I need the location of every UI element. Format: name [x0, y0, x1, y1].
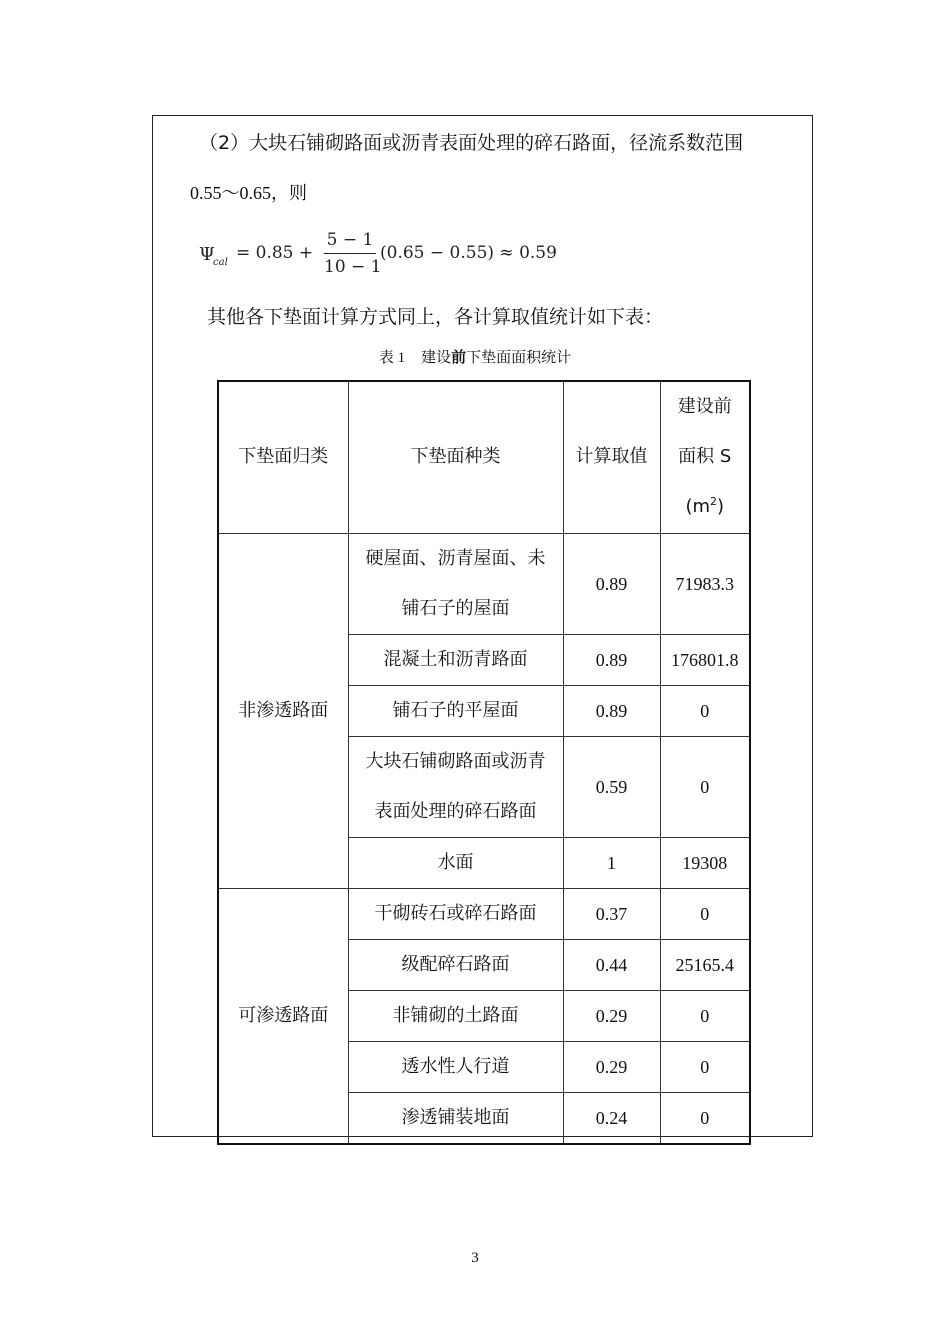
category-cell: 可渗透路面: [218, 888, 348, 1144]
caption-text-before: 建设: [421, 348, 452, 366]
area-cell: 19308: [660, 837, 750, 888]
paragraph-1: （2）大块石铺砌路面或沥青表面处理的碎石路面，径流系数范围: [199, 132, 744, 154]
area-cell: 0: [660, 888, 750, 939]
type-line: 表面处理的碎石路面: [374, 800, 537, 822]
type-cell: 非铺砌的土路面: [348, 990, 563, 1041]
table-row: [218, 533, 750, 634]
type-cell: [348, 533, 563, 634]
type-cell: [348, 736, 563, 837]
caption-text-bold: 前: [451, 348, 467, 366]
formula-numerator: 5 − 1: [326, 230, 374, 250]
caption-text-after: 下垫面面积统计: [466, 348, 572, 366]
header-value: 计算取值: [563, 381, 660, 533]
type-cell: 渗透铺装地面: [348, 1092, 563, 1144]
formula-symbol: Ψ: [199, 244, 215, 265]
type-cell: 混凝土和沥青路面: [348, 634, 563, 685]
surface-area-table: [217, 380, 751, 1145]
value-cell: 0.24: [563, 1092, 660, 1144]
page-number: 3: [471, 1250, 479, 1266]
value-cell: 0.44: [563, 939, 660, 990]
type-cell: 透水性人行道: [348, 1041, 563, 1092]
value-cell: 0.29: [563, 990, 660, 1041]
value-cell: 0.89: [563, 634, 660, 685]
area-cell: 0: [660, 736, 750, 837]
unit-sup: 2: [710, 495, 718, 509]
header-area-line2: 面积 S: [678, 446, 732, 468]
type-cell: 级配碎石路面: [348, 939, 563, 990]
area-cell: 0: [660, 990, 750, 1041]
paragraph-2: 其他各下垫面计算方式同上，各计算取值统计如下表：: [207, 306, 664, 328]
formula-rhs: (0.65 − 0.55) ≈ 0.59: [380, 243, 557, 263]
area-cell: 176801.8: [660, 634, 750, 685]
header-category: 下垫面归类: [218, 381, 348, 533]
fraction-bar: [324, 253, 376, 254]
type-cell: 水面: [348, 837, 563, 888]
formula-subscript: cal: [213, 257, 228, 268]
value-cell: 0.37: [563, 888, 660, 939]
area-cell: 25165.4: [660, 939, 750, 990]
type-line: 铺石子的屋面: [401, 597, 510, 619]
formula-lhs: = 0.85 +: [236, 243, 314, 263]
formula-fraction: [324, 229, 382, 278]
header-area: [660, 381, 750, 533]
table-caption: [0, 346, 950, 367]
value-cell: 0.59: [563, 736, 660, 837]
type-line: 硬屋面、沥青屋面、未: [365, 547, 546, 569]
header-area-unit: [667, 482, 744, 532]
type-cell: 铺石子的平屋面: [348, 685, 563, 736]
table-row: [218, 888, 750, 939]
table-header-row: [218, 381, 750, 533]
category-cell: 非渗透路面: [218, 533, 348, 888]
value-cell: 0.29: [563, 1041, 660, 1092]
header-type: 下垫面种类: [348, 381, 563, 533]
value-cell: 0.89: [563, 685, 660, 736]
caption-number: 表 1: [378, 350, 406, 366]
area-cell: 0: [660, 685, 750, 736]
value-cell: 0.89: [563, 533, 660, 634]
area-cell: 0: [660, 1041, 750, 1092]
header-area-line1: 建设前: [677, 396, 732, 418]
unit-pre: (m: [685, 496, 711, 518]
unit-post: ): [717, 496, 725, 518]
area-cell: 0: [660, 1092, 750, 1144]
formula-denominator: 10 − 1: [324, 257, 382, 277]
paragraph-1-continued: 0.55～0.65，则: [190, 183, 307, 203]
area-cell: 71983.3: [660, 533, 750, 634]
type-cell: 干砌砖石或碎石路面: [348, 888, 563, 939]
value-cell: 1: [563, 837, 660, 888]
type-line: 大块石铺砌路面或沥青: [365, 750, 546, 772]
